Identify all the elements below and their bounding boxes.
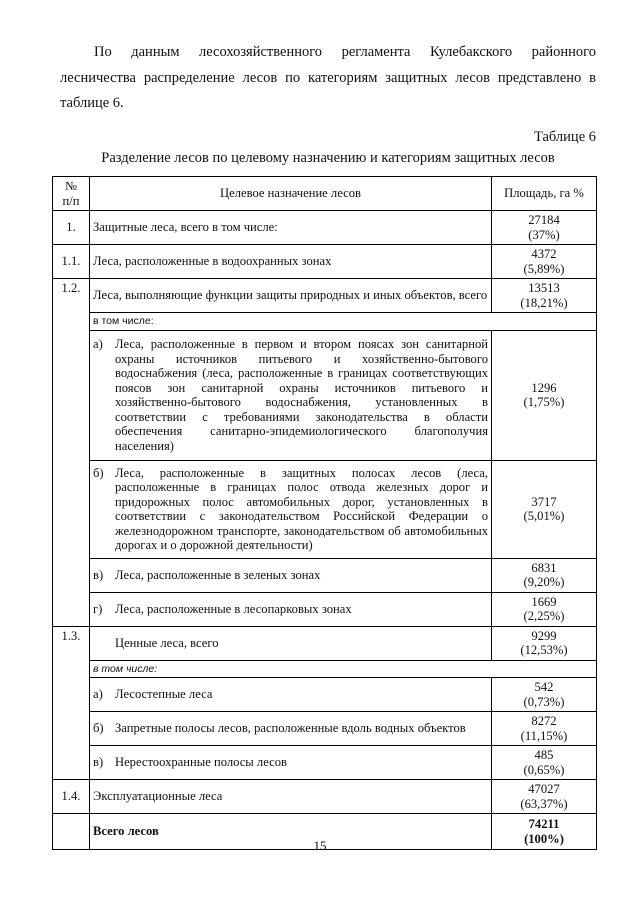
row-text	[90, 712, 492, 746]
table-row-note	[53, 660, 597, 678]
area-value: 542	[534, 680, 554, 694]
item-text: Ценные леса, всего	[115, 635, 219, 650]
area-value: 1296	[531, 380, 557, 395]
area-value: 74211	[528, 817, 560, 831]
table-header-row	[53, 177, 597, 211]
area-percent: (12,53%)	[520, 643, 568, 657]
area-percent: (11,15%)	[520, 728, 568, 743]
row-num: 1.1.	[53, 245, 90, 279]
area-percent: (63,37%)	[520, 796, 568, 811]
area-percent: (100%)	[524, 831, 564, 846]
row-text	[90, 746, 492, 780]
row-num: 1.	[53, 211, 90, 245]
area-percent: (5,01%)	[523, 509, 565, 523]
table-row	[53, 678, 597, 712]
area-value: 4372	[531, 247, 557, 261]
row-text	[90, 558, 492, 592]
table-row	[53, 626, 597, 660]
table-number: Таблице 6	[533, 129, 596, 145]
table-row	[53, 245, 597, 279]
item-letter: в)	[93, 755, 104, 770]
table-row	[53, 279, 597, 313]
row-area	[492, 780, 597, 814]
row-num: 1.2.	[53, 279, 90, 627]
row-area	[492, 626, 597, 660]
item-text: Нерестоохранные полосы лесов	[115, 755, 287, 770]
row-area	[492, 712, 597, 746]
table-row	[53, 712, 597, 746]
area-percent: (0,65%)	[523, 762, 565, 777]
row-text	[90, 626, 492, 660]
row-area	[492, 746, 597, 780]
header-num: № п/п	[53, 177, 90, 211]
header-area: Площадь, га %	[492, 177, 597, 211]
header-purpose: Целевое назначение лесов	[90, 177, 492, 211]
row-area	[492, 592, 597, 626]
row-text: Леса, расположенные в водоохранных зонах	[90, 245, 492, 279]
area-percent: (5,89%)	[523, 261, 565, 276]
table-row	[53, 460, 597, 558]
total-label: Всего лесов	[90, 814, 492, 850]
table-row	[53, 746, 597, 780]
area-value: 1669	[531, 594, 557, 609]
row-num: 1.3.	[53, 626, 90, 780]
table-row	[53, 592, 597, 626]
row-text	[90, 592, 492, 626]
row-text: Защитные леса, всего в том числе:	[90, 211, 492, 245]
area-value: 3717	[531, 494, 557, 509]
item-text: Леса, расположенные в зеленых зонах	[115, 567, 321, 582]
table-title: Разделение лесов по целевому назначению и категориям защитных лесов	[101, 150, 555, 166]
item-letter: б)	[93, 721, 104, 736]
table-row	[53, 330, 597, 460]
area-percent: (1,75%)	[523, 395, 565, 409]
area-percent: (37%)	[528, 227, 560, 242]
row-area	[492, 558, 597, 592]
row-num: 1.4.	[53, 780, 90, 814]
row-area	[492, 460, 597, 558]
row-area	[492, 211, 597, 245]
page-number: 15	[313, 838, 327, 853]
item-letter: г)	[93, 601, 103, 616]
area-percent: (2,25%)	[523, 609, 565, 623]
row-text: Леса, выполняющие функции защиты природных и иных объектов, всего	[90, 279, 492, 313]
intro-paragraph: По данным лесохозяйственного регламента Кулебакского районного лесничества распределение лесов по категориям защитных лесов представлено в таблице 6.	[60, 44, 596, 111]
forest-table	[52, 176, 597, 850]
item-text: Лесостепные леса	[115, 687, 213, 702]
row-text: Эксплуатационные леса	[90, 780, 492, 814]
area-value: 6831	[531, 560, 557, 575]
row-note: в том числе:	[90, 313, 597, 331]
table-row	[53, 211, 597, 245]
item-text: Запретные полосы лесов, расположенные вдоль водных объектов	[115, 721, 466, 736]
area-value: 47027	[528, 782, 560, 796]
item-text: Леса, расположенные в защитных полосах лесов (леса, расположенные в границах полос отвода железных дорог и придорожных полос автомобильных дорог, установленных в соответствии с законодательством Российской Федерации о железнодорожном транспорте, законодательством об автомобильных дорогах и о дорожной деятельности)	[115, 465, 488, 552]
item-letter: а)	[93, 337, 103, 351]
table-row	[53, 558, 597, 592]
area-percent: (0,73%)	[523, 694, 565, 709]
row-note: в том числе:	[90, 660, 597, 678]
area-value: 8272	[531, 714, 557, 728]
area-value: 13513	[528, 281, 560, 295]
area-value: 9299	[531, 628, 557, 643]
area-value: 485	[534, 748, 554, 762]
row-area	[492, 245, 597, 279]
row-text	[90, 678, 492, 712]
row-area	[492, 279, 597, 313]
row-area	[492, 678, 597, 712]
item-letter: б)	[93, 465, 104, 480]
area-percent: (18,21%)	[520, 295, 568, 310]
row-text	[90, 460, 492, 558]
row-text	[90, 330, 492, 460]
item-letter: а)	[93, 687, 103, 702]
area-value: 27184	[528, 213, 560, 227]
item-text: Леса, расположенные в лесопарковых зонах	[115, 601, 352, 616]
area-percent: (9,20%)	[523, 575, 565, 589]
row-area	[492, 330, 597, 460]
table-row-note	[53, 313, 597, 331]
item-text: Леса, расположенные в первом и втором поясах зон санитарной охраны источников питьевого и хозяйственно-бытового водоснабжения (леса, расположенные в границах соответствующих поясов зон санитарной охраны источников питьевого и хозяйственно-бытового водоснабжения, установленных в соответствии с требованиями законодательства в области обеспечения санитарно-эпидемиологического благополучия населения)	[115, 337, 488, 453]
item-letter: в)	[93, 567, 104, 582]
table-row	[53, 780, 597, 814]
